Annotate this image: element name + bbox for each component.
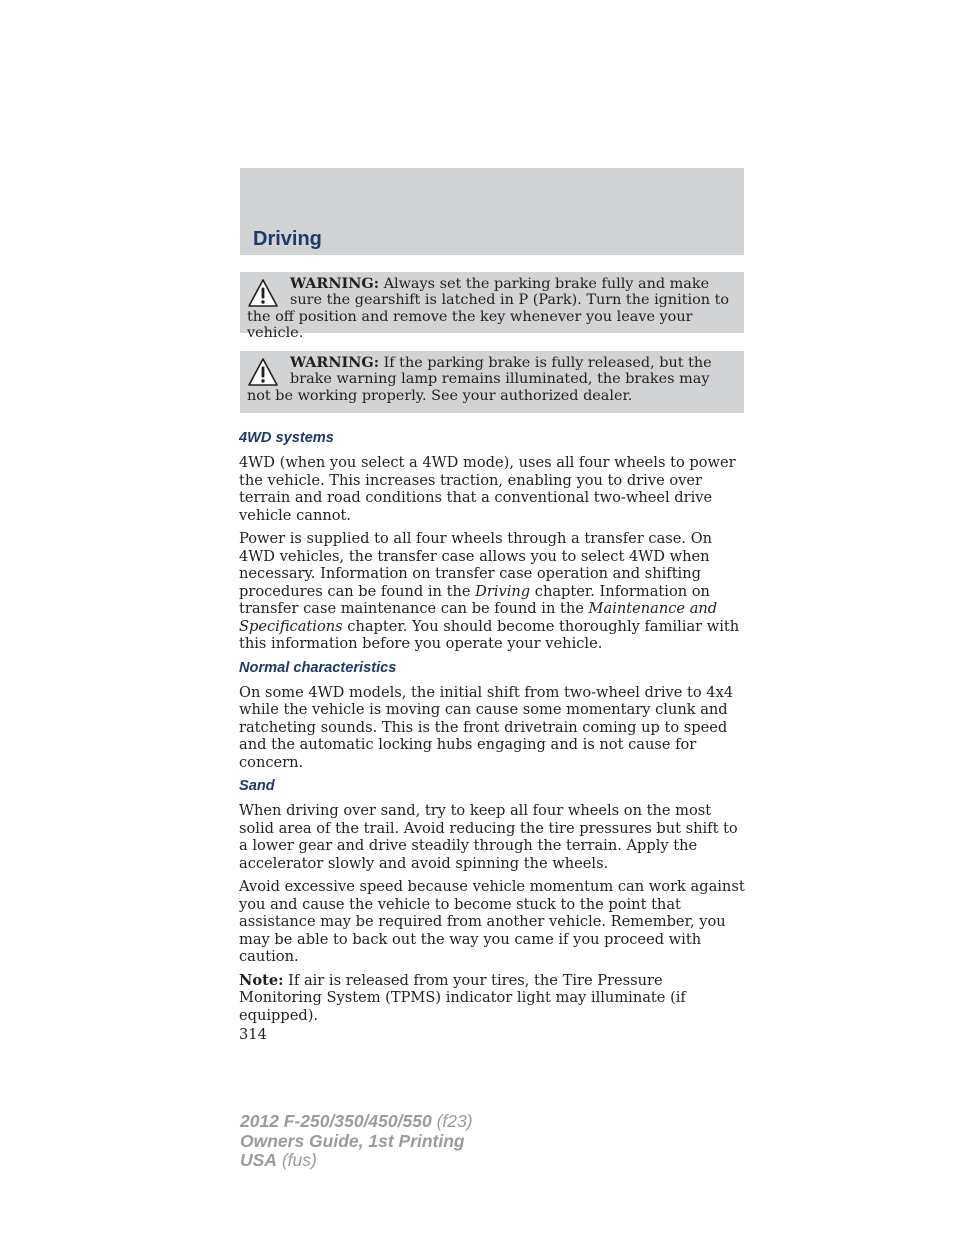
warning-label: WARNING:: [290, 275, 380, 292]
warning-triangle-icon: [248, 357, 278, 387]
paragraph: Avoid excessive speed because vehicle momentum can work against you and cause the vehicle to become stuck to the point that assistance may be required from another vehicle. Remember, you may be able to back out the way you came if you proceed with caution.: [239, 878, 745, 965]
paragraph: On some 4WD models, the initial shift from two-wheel drive to 4x4 while the vehicle is moving can cause some momentary clunk and ratcheting sounds. This is the front drivetrain coming up to speed and the automatic locking hubs engaging and is not cause for concern.: [239, 683, 734, 771]
page-number: 314: [239, 1026, 267, 1043]
warning-label: WARNING:: [290, 354, 380, 371]
main-content: [239, 429, 745, 1044]
warning-text: If the parking brake is fully released, but the brake warning lamp remains illuminated, the brakes may not be working properly. See your authorized dealer.: [247, 355, 712, 404]
document-footer: [240, 1112, 473, 1171]
paragraph: 4WD (when you select a 4WD mode), uses all four wheels to power the vehicle. This increases traction, enabling you to drive over terrain and road conditions that a conventional two-wheel drive vehicle cannot.: [239, 454, 736, 524]
warning-box-1: [240, 272, 744, 342]
paragraph: When driving over sand, try to keep all four wheels on the most solid area of the trail. Avoid reducing the tire pressures but shift to a lower gear and drive steadily through the terrain. Apply the accelerator slowly and avoid spinning the wheels.: [239, 802, 738, 872]
footer-line-edition: Owners Guide, 1st Printing: [240, 1130, 465, 1151]
chapter-title: Driving: [253, 228, 322, 250]
section-heading-normal: Normal characteristics: [239, 659, 397, 676]
warning-text: Always set the parking brake fully and make sure the gearshift is latched in P (Park). Turn the ignition to the off position and remove the key whenever you leave your vehicle.: [247, 276, 730, 342]
paragraph: Power is supplied to all four wheels through a transfer case. On 4WD vehicles, the transfer case allows you to select 4WD when necessary. Information on transfer case operation and shifting procedures can be found in the Driving chapter. Information on transfer case maintenance can be found in the Maintenance and Specifications chapter. You should become thoroughly familiar with this information before you operate your vehicle.: [239, 530, 740, 652]
chapter-header-band: [240, 168, 744, 255]
footer-line-region: USA (fus): [240, 1150, 317, 1170]
section-heading-sand: Sand: [239, 778, 275, 794]
warning-triangle-icon: [248, 278, 278, 308]
warning-box-2: [240, 351, 744, 413]
section-heading-4wd: 4WD systems: [239, 430, 334, 446]
note: Note: If air is released from your tires, the Tire Pressure Monitoring System (TPMS) indicator light may illuminate (if equipped).: [239, 971, 686, 1024]
footer-line-model: 2012 F-250/350/450/550 (f23): [240, 1111, 473, 1131]
